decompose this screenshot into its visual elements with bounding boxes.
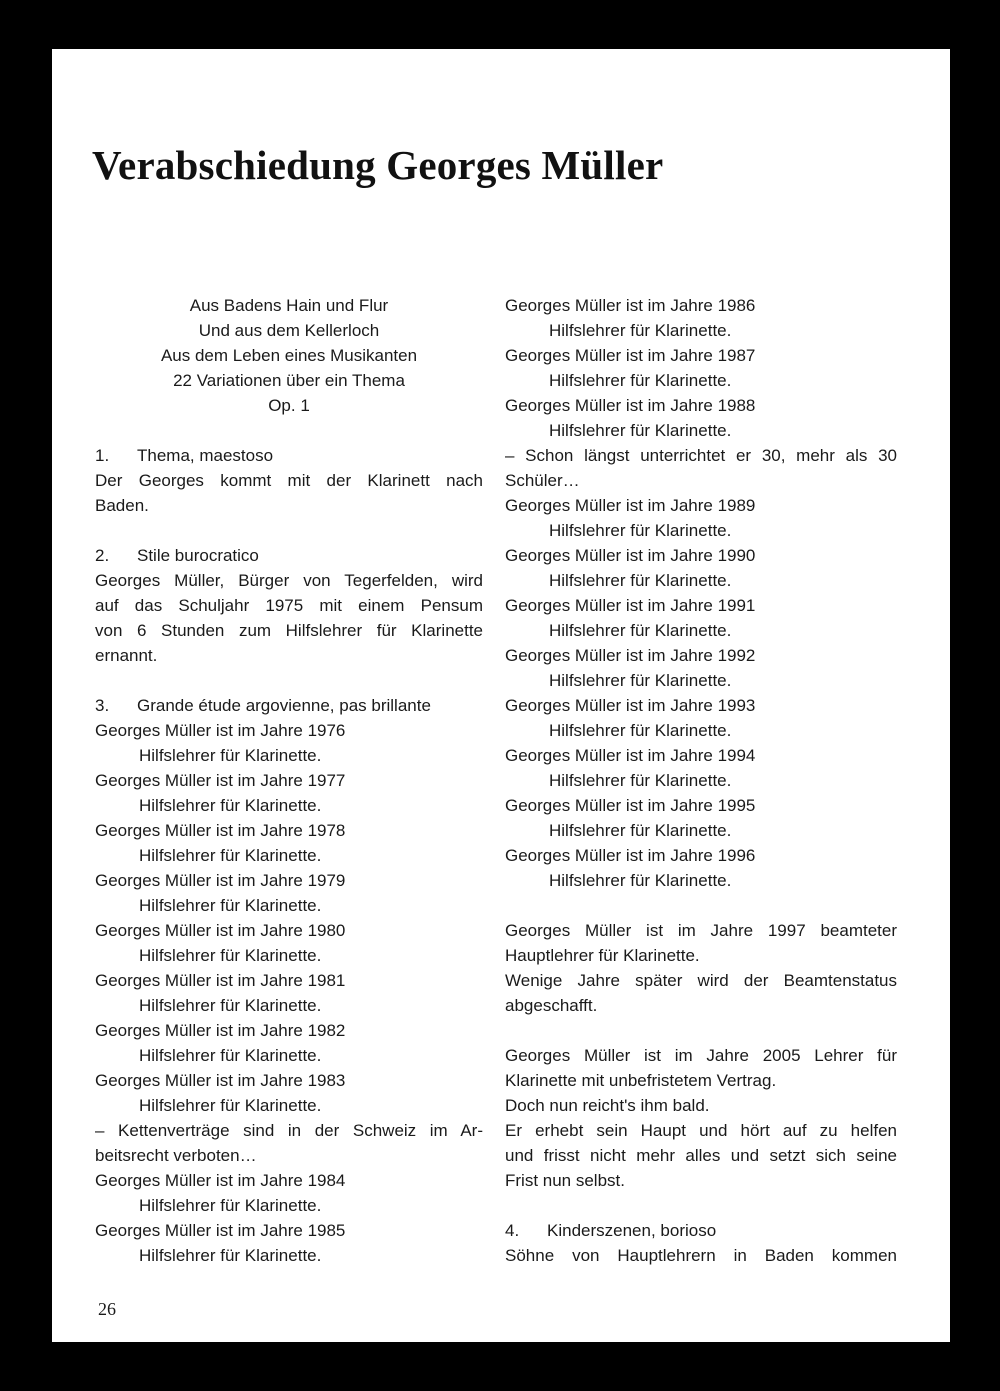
body-line: auf das Schuljahr 1975 mit einem Pensum — [95, 596, 483, 615]
role-line: Hilfslehrer für Klarinette. — [139, 1196, 322, 1215]
role-line: Hilfslehrer für Klarinette. — [549, 871, 732, 890]
year-entry: Georges Müller ist im Jahre 1984 — [95, 1171, 346, 1190]
section-title: Kinderszenen, borioso — [547, 1221, 717, 1240]
year-entry: Georges Müller ist im Jahre 1992 — [505, 646, 756, 665]
role-line: Hilfslehrer für Klarinette. — [549, 421, 732, 440]
right-column — [505, 293, 897, 1268]
year-entry: Georges Müller ist im Jahre 1978 — [95, 821, 346, 840]
intro-line: Und aus dem Kellerloch — [198, 321, 380, 340]
intro-line: Op. 1 — [268, 396, 310, 415]
body-line: Er erhebt sein Haupt und hört auf zu helfen — [505, 1121, 897, 1140]
year-entry: Georges Müller ist im Jahre 1980 — [95, 921, 346, 940]
intro-line: Aus dem Leben eines Musikanten — [160, 346, 418, 365]
role-line: Hilfslehrer für Klarinette. — [549, 321, 732, 340]
year-entry: Georges Müller ist im Jahre 1979 — [95, 871, 346, 890]
section-heading — [95, 443, 483, 468]
section-number: 2. — [95, 546, 110, 565]
remark-line: – Kettenverträge sind in der Schweiz im Ar- — [95, 1121, 483, 1140]
year-entry: Georges Müller ist im Jahre 1995 — [505, 796, 756, 815]
body-line: ernannt. — [95, 646, 158, 665]
role-line: Hilfslehrer für Klarinette. — [549, 721, 732, 740]
page-title: Verabschiedung Georges Müller — [92, 142, 664, 188]
role-line: Hilfslehrer für Klarinette. — [549, 621, 732, 640]
remark-line: – Schon längst unterrichtet er 30, mehr als 30 — [505, 446, 897, 465]
role-line: Hilfslehrer für Klarinette. — [549, 671, 732, 690]
body-line: Frist nun selbst. — [505, 1171, 625, 1190]
year-entry: Georges Müller ist im Jahre 1996 — [505, 846, 756, 865]
intro-line: Aus Badens Hain und Flur — [189, 296, 389, 315]
year-entry: Georges Müller ist im Jahre 1977 — [95, 771, 346, 790]
section-title: Stile burocratico — [137, 546, 259, 565]
intro-line: 22 Variationen über ein Thema — [173, 371, 405, 390]
year-entry: Georges Müller ist im Jahre 1981 — [95, 971, 346, 990]
role-line: Hilfslehrer für Klarinette. — [139, 746, 322, 765]
body-line: Georges Müller ist im Jahre 2005 Lehrer für — [505, 1046, 897, 1065]
year-entry: Georges Müller ist im Jahre 1976 — [95, 721, 346, 740]
role-line: Hilfslehrer für Klarinette. — [139, 996, 322, 1015]
page-number: 26 — [98, 1299, 116, 1319]
body-line: Doch nun reicht's ihm bald. — [505, 1096, 710, 1115]
body-line: von 6 Stunden zum Hilfslehrer für Klarinette — [95, 621, 483, 640]
year-entry: Georges Müller ist im Jahre 1987 — [505, 346, 756, 365]
body-line: Der Georges kommt mit der Klarinett nach — [95, 471, 483, 490]
year-entry: Georges Müller ist im Jahre 1985 — [95, 1221, 346, 1240]
body-line: Wenige Jahre später wird der Beamtenstatus — [505, 971, 897, 990]
role-line: Hilfslehrer für Klarinette. — [549, 771, 732, 790]
role-line: Hilfslehrer für Klarinette. — [139, 896, 322, 915]
body-line: und frisst nicht mehr alles und setzt sich seine — [505, 1146, 897, 1165]
body-line: abgeschafft. — [505, 996, 598, 1015]
role-line: Hilfslehrer für Klarinette. — [139, 796, 322, 815]
section-number: 4. — [505, 1221, 520, 1240]
body-line: Hauptlehrer für Klarinette. — [505, 946, 700, 965]
role-line: Hilfslehrer für Klarinette. — [139, 1246, 322, 1265]
section-heading — [95, 693, 483, 718]
section-number: 1. — [95, 446, 110, 465]
body-line: Georges Müller ist im Jahre 1997 beamteter — [505, 921, 897, 940]
year-entry: Georges Müller ist im Jahre 1993 — [505, 696, 756, 715]
role-line: Hilfslehrer für Klarinette. — [549, 821, 732, 840]
year-entry: Georges Müller ist im Jahre 1986 — [505, 296, 756, 315]
remark-line: Schüler… — [505, 471, 580, 490]
role-line: Hilfslehrer für Klarinette. — [139, 846, 322, 865]
section-heading — [95, 543, 483, 568]
body-line: Baden. — [95, 496, 149, 515]
body-line: Georges Müller, Bürger von Tegerfelden, wird — [95, 571, 483, 590]
section-title: Grande étude argovienne, pas brillante — [137, 696, 431, 715]
year-entry: Georges Müller ist im Jahre 1982 — [95, 1021, 346, 1040]
role-line: Hilfslehrer für Klarinette. — [549, 371, 732, 390]
year-entry: Georges Müller ist im Jahre 1989 — [505, 496, 756, 515]
role-line: Hilfslehrer für Klarinette. — [139, 1046, 322, 1065]
left-column — [95, 293, 483, 1268]
year-entry: Georges Müller ist im Jahre 1990 — [505, 546, 756, 565]
year-entry: Georges Müller ist im Jahre 1991 — [505, 596, 756, 615]
role-line: Hilfslehrer für Klarinette. — [139, 946, 322, 965]
section-number: 3. — [95, 696, 110, 715]
year-entry: Georges Müller ist im Jahre 1994 — [505, 746, 756, 765]
document-page — [52, 49, 950, 1342]
role-line: Hilfslehrer für Klarinette. — [549, 521, 732, 540]
section-heading — [505, 1218, 897, 1243]
role-line: Hilfslehrer für Klarinette. — [139, 1096, 322, 1115]
year-entry: Georges Müller ist im Jahre 1988 — [505, 396, 756, 415]
year-entry: Georges Müller ist im Jahre 1983 — [95, 1071, 346, 1090]
remark-line: beitsrecht verboten… — [95, 1146, 257, 1165]
section-title: Thema, maestoso — [137, 446, 274, 465]
body-line: Söhne von Hauptlehrern in Baden kommen — [505, 1246, 897, 1265]
role-line: Hilfslehrer für Klarinette. — [549, 571, 732, 590]
body-line: Klarinette mit unbefristetem Vertrag. — [505, 1071, 777, 1090]
